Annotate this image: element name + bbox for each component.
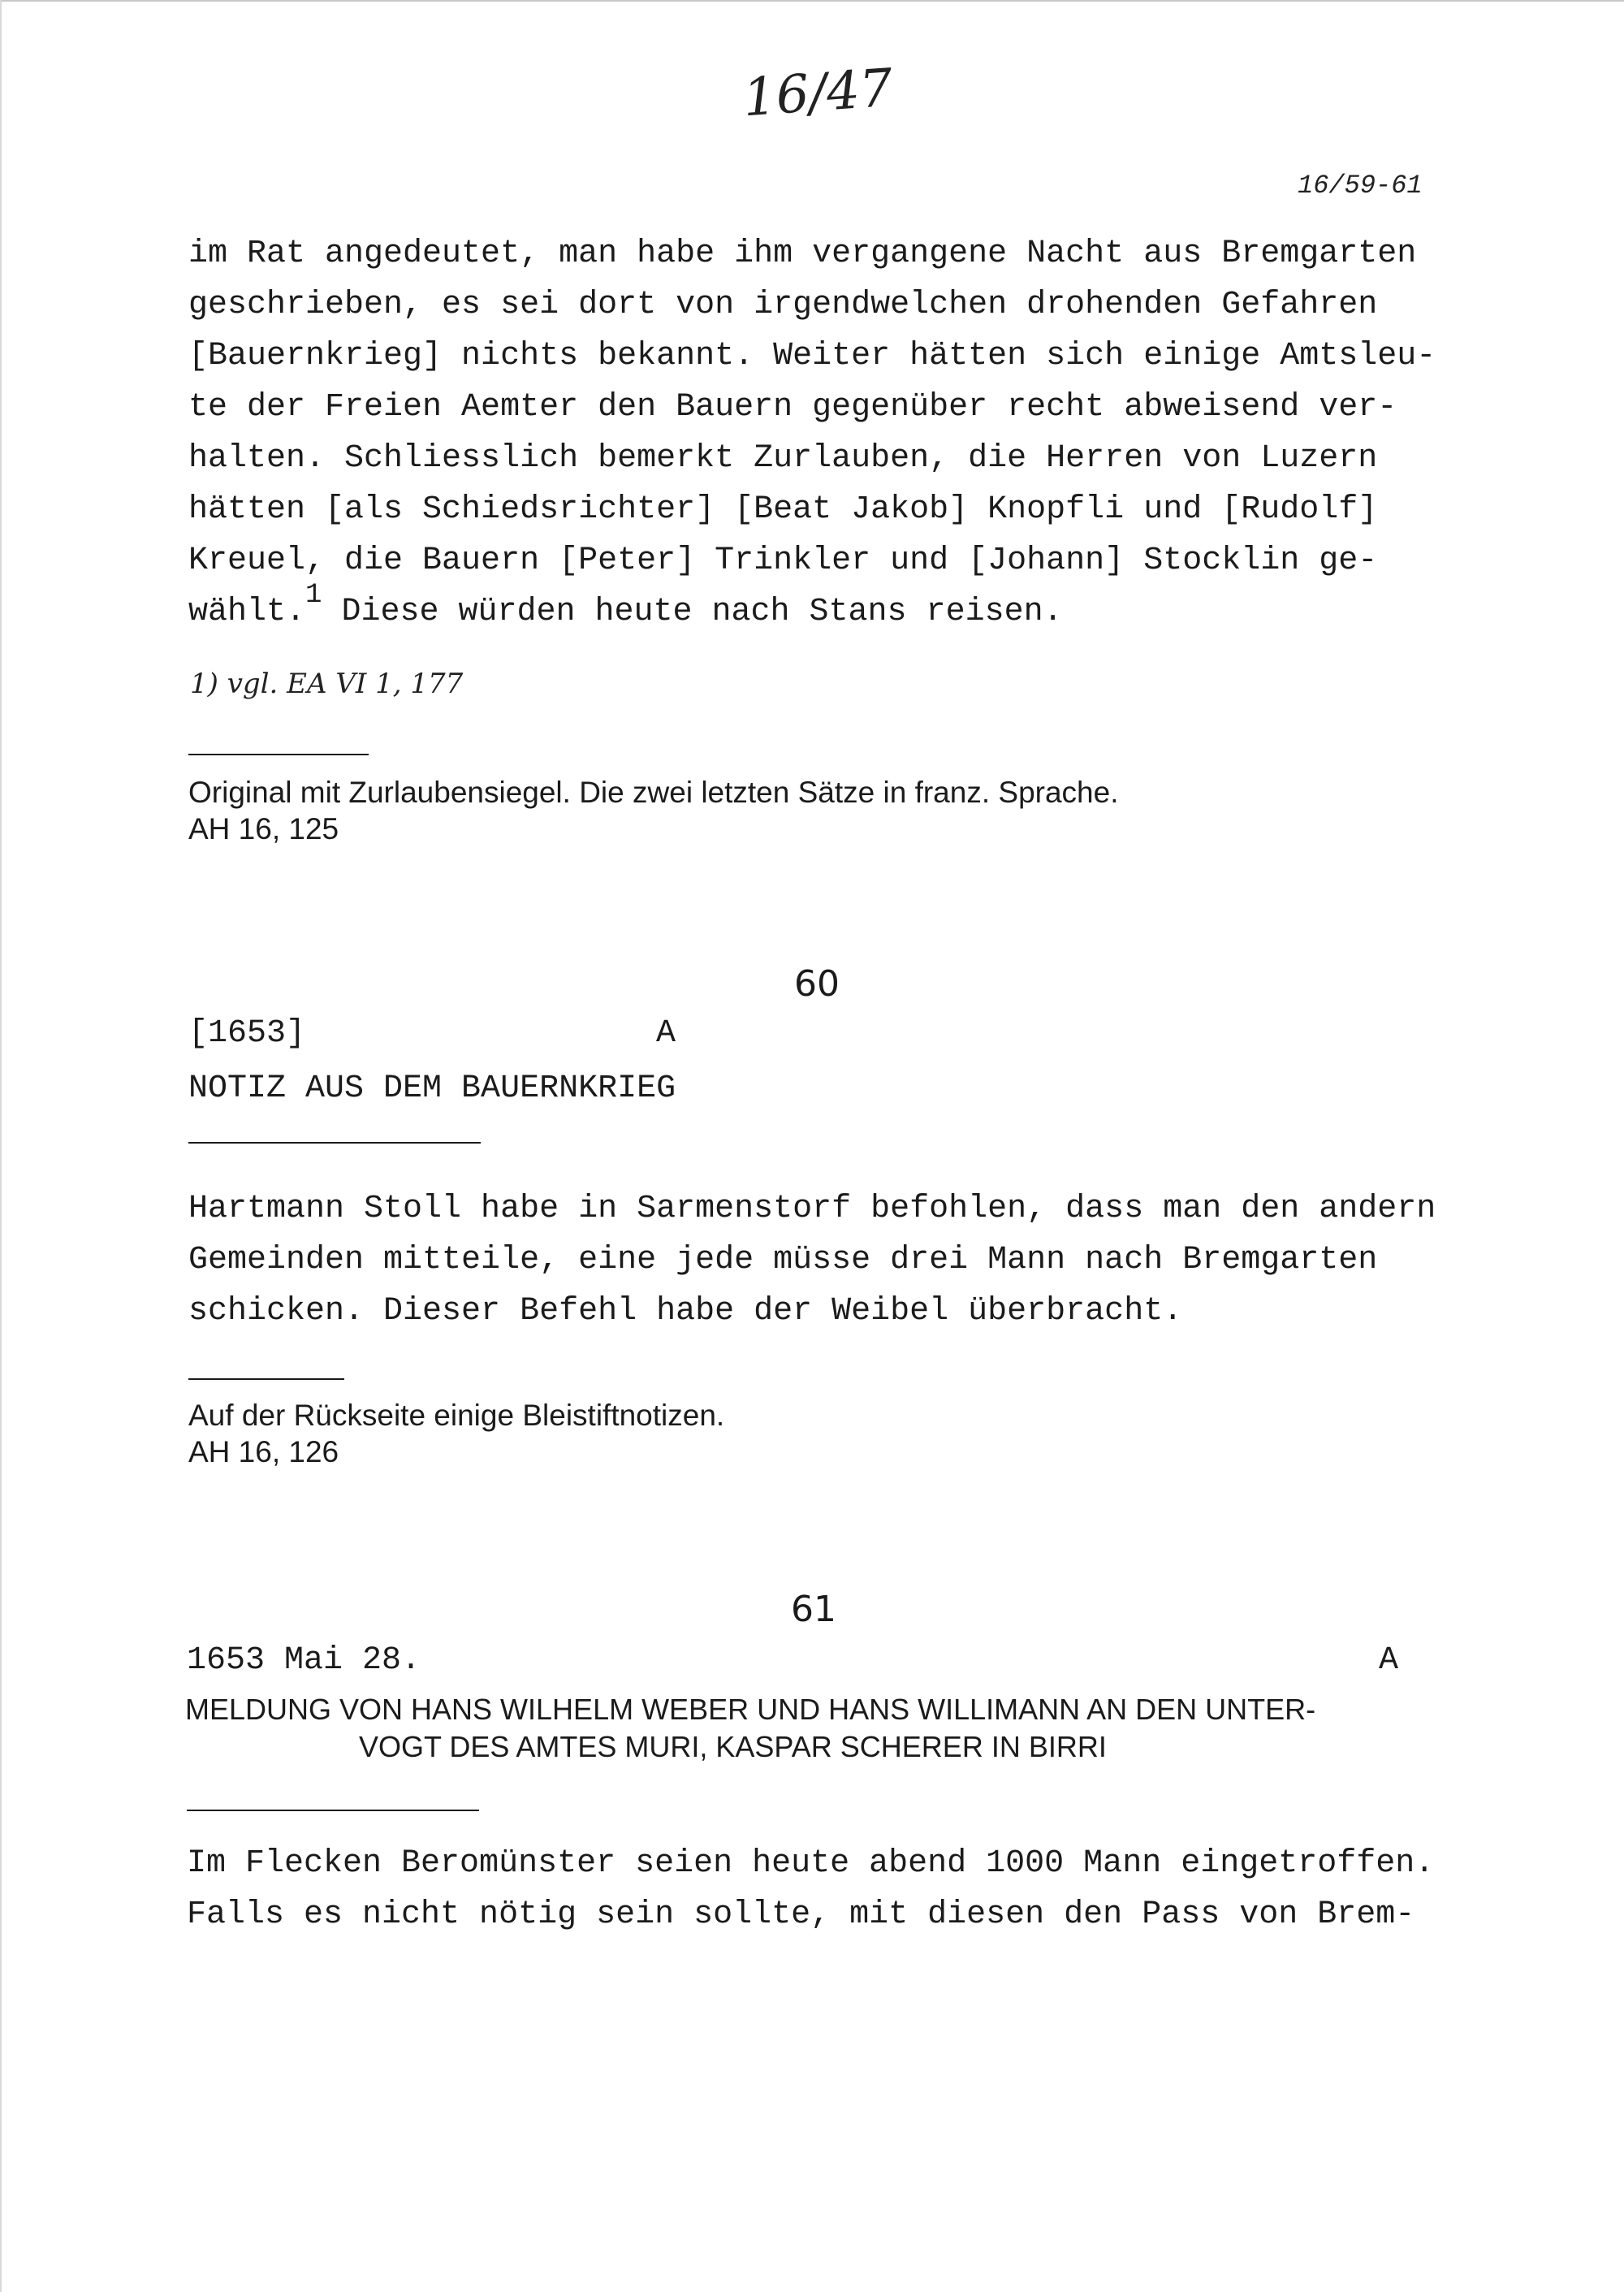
doc61-date: 1653 Mai 28. (187, 1642, 421, 1679)
doc60-date: [1653] (188, 1015, 306, 1052)
doc59-last-line-start: wählt. (188, 594, 306, 630)
doc61-line: Im Flecken Beromünster seien heute abend 1000 Mann eingetroffen. (187, 1845, 1435, 1882)
doc59-line: hätten [als Schiedsrichter] [Beat Jakob] Knopfli und [Rudolf] (188, 491, 1378, 528)
doc59-line: [Bauernkrieg] nichts bekannt. Weiter hätten sich einige Amtsleu- (188, 338, 1436, 374)
doc61-line: Falls es nicht nötig sein sollte, mit diesen den Pass von Brem- (187, 1896, 1415, 1933)
handwritten-page-number: 16/47 (741, 58, 895, 129)
doc60-line: Gemeinden mitteile, eine jede müsse drei Mann nach Bremgarten (188, 1242, 1378, 1278)
doc59-line: Kreuel, die Bauern [Peter] Trinkler und [Johann] Stocklin ge- (188, 543, 1378, 579)
doc59-footnote: 1) vgl. EA VI 1, 177 (190, 668, 464, 700)
doc59-separator (188, 754, 369, 755)
doc59-note: Original mit Zurlaubensiegel. Die zwei letzten Sätze in franz. Sprache. (188, 776, 1119, 809)
doc61-separator (187, 1810, 479, 1811)
doc60-note: Auf der Rückseite einige Bleistiftnotizen. (188, 1399, 725, 1432)
doc61-title-line: VOGT DES AMTES MURI, KASPAR SCHERER IN BIRRI (359, 1730, 1107, 1763)
doc59-last-line-end: Diese würden heute nach Stans reisen. (322, 594, 1063, 630)
doc59-line: te der Freien Aemter den Bauern gegenüber recht abweisend ver- (188, 389, 1397, 426)
doc61-type: A (1379, 1642, 1399, 1679)
doc61-number: 61 (791, 1589, 836, 1630)
doc60-title: NOTIZ AUS DEM BAUERNKRIEG (188, 1070, 676, 1107)
doc59-line: im Rat angedeutet, man habe ihm vergangene Nacht aus Bremgarten (188, 236, 1417, 272)
scan-edge-left (0, 0, 2, 2292)
doc59-line: halten. Schliesslich bemerkt Zurlauben, die Herren von Luzern (188, 440, 1378, 477)
doc60-note-separator (188, 1378, 344, 1380)
doc61-title-line: MELDUNG VON HANS WILHELM WEBER UND HANS WILLIMANN AN DEN UNTER- (185, 1693, 1316, 1726)
scan-edge-top (0, 0, 1624, 2)
doc60-number: 60 (794, 963, 840, 1005)
doc60-line: schicken. Dieser Befehl habe der Weibel überbracht. (188, 1293, 1183, 1330)
footnote-mark: 1 (305, 580, 322, 611)
doc60-type: A (656, 1015, 676, 1052)
doc59-line: geschrieben, es sei dort von irgendwelchen drohenden Gefahren (188, 287, 1378, 323)
doc59-archive-ref: AH 16, 125 (188, 812, 339, 845)
doc60-separator (188, 1142, 481, 1144)
doc60-archive-ref: AH 16, 126 (188, 1435, 339, 1468)
doc59-last-line (188, 580, 1063, 630)
document-reference: 16/59-61 (1298, 171, 1423, 201)
doc60-line: Hartmann Stoll habe in Sarmenstorf befohlen, dass man den andern (188, 1191, 1436, 1227)
